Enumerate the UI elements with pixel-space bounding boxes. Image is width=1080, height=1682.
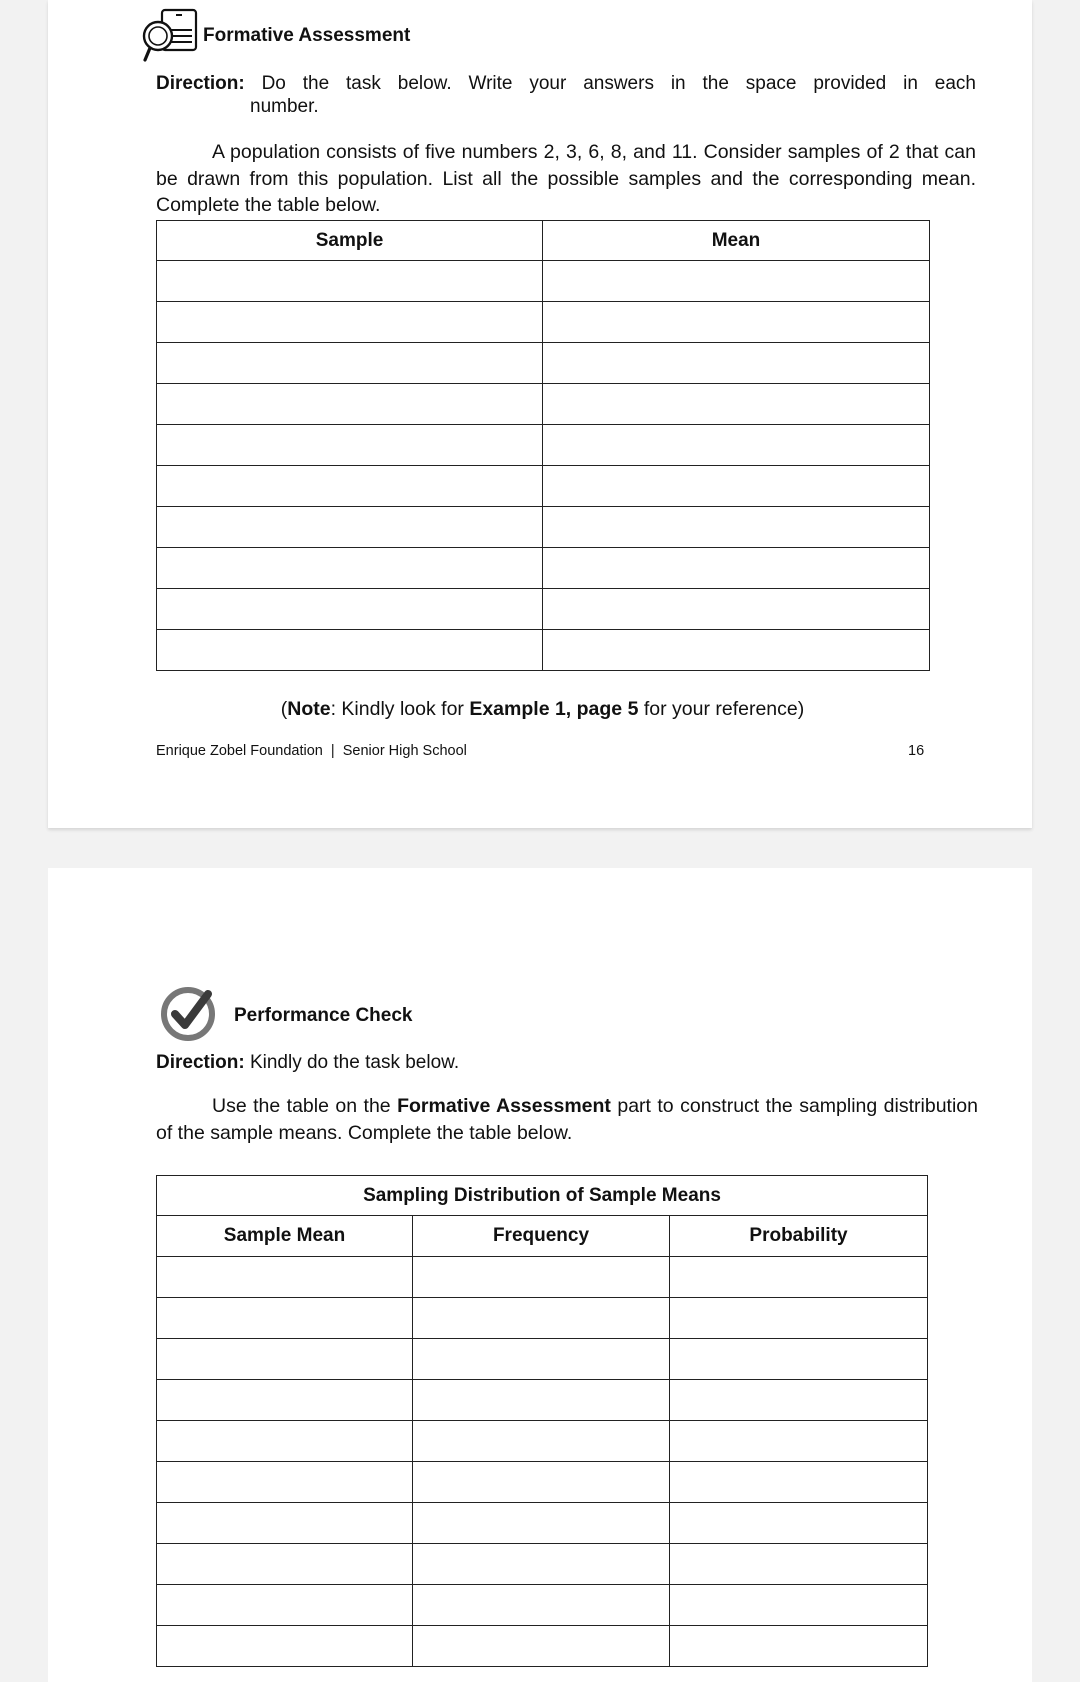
column-header-sample-mean: Sample Mean [157, 1216, 413, 1257]
frequency-cell[interactable] [413, 1585, 670, 1626]
probability-cell[interactable] [670, 1257, 928, 1298]
page-number: 16 [908, 743, 925, 759]
table-row [157, 1626, 928, 1667]
direction-label: Direction: [156, 1052, 245, 1073]
frequency-cell[interactable] [413, 1298, 670, 1339]
probability-cell[interactable] [670, 1544, 928, 1585]
table-row [157, 548, 930, 589]
sample-mean-cell[interactable] [157, 1585, 413, 1626]
sample-mean-cell[interactable] [157, 1380, 413, 1421]
sample-mean-cell[interactable] [157, 1503, 413, 1544]
table-row [157, 425, 930, 466]
table-row [157, 466, 930, 507]
direction-label: Direction: [156, 73, 245, 94]
frequency-cell[interactable] [413, 1626, 670, 1667]
frequency-cell[interactable] [413, 1257, 670, 1298]
probability-cell[interactable] [670, 1298, 928, 1339]
column-header-sample: Sample [157, 221, 543, 261]
mean-cell[interactable] [543, 302, 930, 343]
frequency-cell[interactable] [413, 1380, 670, 1421]
direction-text [156, 72, 976, 95]
mean-cell[interactable] [543, 630, 930, 671]
sampling-distribution-table [156, 1175, 928, 1667]
column-header-mean: Mean [543, 221, 930, 261]
sample-mean-cell[interactable] [157, 1544, 413, 1585]
sample-mean-table [156, 220, 930, 671]
sample-cell[interactable] [157, 630, 543, 671]
sample-mean-cell[interactable] [157, 1257, 413, 1298]
direction-body: Kindly do the task below. [244, 1052, 460, 1073]
page-17 [48, 868, 1032, 1682]
task-paragraph: Use the table on the Formative Assessment part to construct the sampling distribution of the sample means. Complete the table below. [156, 1095, 978, 1144]
table-row [157, 1380, 928, 1421]
table-row [157, 507, 930, 548]
column-header-frequency: Frequency [413, 1216, 670, 1257]
table-row [157, 1503, 928, 1544]
sample-cell[interactable] [157, 548, 543, 589]
table-row [157, 1462, 928, 1503]
probability-cell[interactable] [670, 1626, 928, 1667]
direction-text [156, 1051, 459, 1074]
direction-body: Do the task below. Write your answers in the space provided in each [244, 73, 976, 94]
mean-cell[interactable] [543, 507, 930, 548]
table-row [157, 302, 930, 343]
sample-cell[interactable] [157, 425, 543, 466]
sample-mean-cell[interactable] [157, 1626, 413, 1667]
probability-cell[interactable] [670, 1503, 928, 1544]
checkmark-badge-icon [158, 982, 222, 1044]
magnifier-document-icon [140, 8, 202, 62]
sample-mean-cell[interactable] [157, 1462, 413, 1503]
task-paragraph: A population consists of five numbers 2, 3, 6, 8, and 11. Consider samples of 2 that can be drawn from this population. List all the possible samples and the corresponding mean. Complete the table below. [156, 141, 976, 216]
sample-cell[interactable] [157, 384, 543, 425]
section-title: Formative Assessment [203, 25, 411, 46]
mean-cell[interactable] [543, 384, 930, 425]
table-row [157, 384, 930, 425]
table-row [157, 1421, 928, 1462]
probability-cell[interactable] [670, 1421, 928, 1462]
page-16 [48, 0, 1032, 828]
direction-text-continued: number. [250, 96, 319, 117]
frequency-cell[interactable] [413, 1421, 670, 1462]
table-row [157, 261, 930, 302]
table-row [157, 1544, 928, 1585]
table-row [157, 343, 930, 384]
frequency-cell[interactable] [413, 1544, 670, 1585]
probability-cell[interactable] [670, 1585, 928, 1626]
table-row [157, 630, 930, 671]
sample-mean-cell[interactable] [157, 1298, 413, 1339]
sample-cell[interactable] [157, 589, 543, 630]
mean-cell[interactable] [543, 466, 930, 507]
column-header-probability: Probability [670, 1216, 928, 1257]
sample-cell[interactable] [157, 261, 543, 302]
mean-cell[interactable] [543, 425, 930, 466]
probability-cell[interactable] [670, 1339, 928, 1380]
frequency-cell[interactable] [413, 1503, 670, 1544]
frequency-cell[interactable] [413, 1339, 670, 1380]
table-row [157, 1298, 928, 1339]
table-row [157, 589, 930, 630]
footer-text: Enrique Zobel Foundation | Senior High School [156, 743, 467, 759]
table-title: Sampling Distribution of Sample Means [157, 1176, 928, 1216]
table-row [157, 1585, 928, 1626]
reference-note: (Note: Kindly look for Example 1, page 5 for your reference) [280, 698, 805, 720]
table-row [157, 1339, 928, 1380]
table-row [157, 1257, 928, 1298]
sample-mean-cell[interactable] [157, 1339, 413, 1380]
sample-mean-cell[interactable] [157, 1421, 413, 1462]
probability-cell[interactable] [670, 1380, 928, 1421]
sample-cell[interactable] [157, 302, 543, 343]
mean-cell[interactable] [543, 343, 930, 384]
section-title: Performance Check [234, 1005, 413, 1026]
sample-cell[interactable] [157, 466, 543, 507]
frequency-cell[interactable] [413, 1462, 670, 1503]
mean-cell[interactable] [543, 589, 930, 630]
mean-cell[interactable] [543, 261, 930, 302]
mean-cell[interactable] [543, 548, 930, 589]
sample-cell[interactable] [157, 343, 543, 384]
probability-cell[interactable] [670, 1462, 928, 1503]
sample-cell[interactable] [157, 507, 543, 548]
